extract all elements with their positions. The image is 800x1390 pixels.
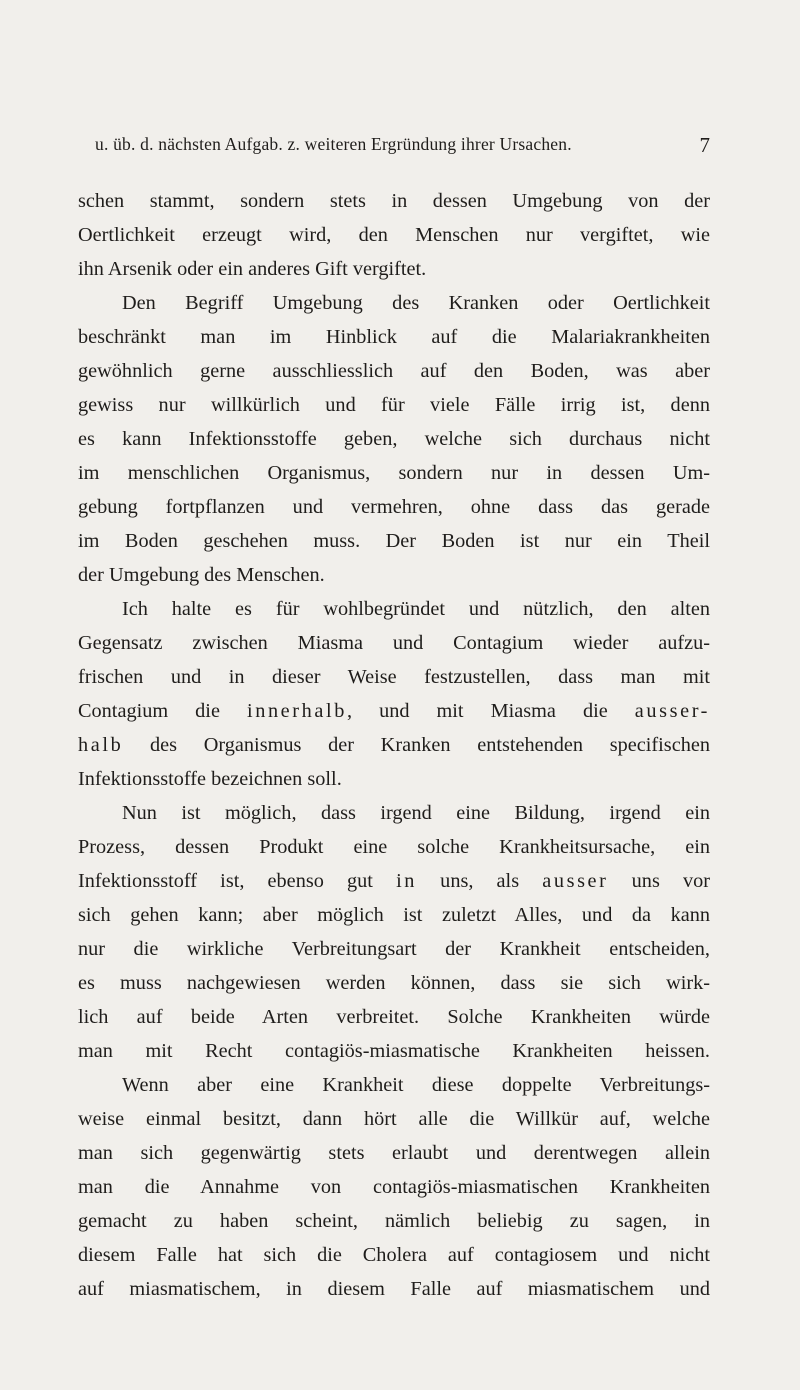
spaced-word: in xyxy=(396,870,418,892)
text-line: Gegensatz zwischen Miasma und Contagium wieder aufzu- xyxy=(78,632,710,654)
text-line: halb des Organismus der Kranken entstehenden specifischen xyxy=(78,734,710,756)
text-line: diesem Falle hat sich die Cholera auf contagiosem und nicht xyxy=(78,1244,710,1266)
text-line: Infektionsstoffe bezeichnen soll. xyxy=(78,768,342,790)
text-line: weise einmal besitzt, dann hört alle die Willkür auf, welche xyxy=(78,1108,710,1130)
text-line: auf miasmatischem, in diesem Falle auf miasmatischem und xyxy=(78,1278,710,1300)
text-line: es muss nachgewiesen werden können, dass sie sich wirk- xyxy=(78,972,710,994)
spaced-word: ausser xyxy=(542,870,609,892)
text-line: im menschlichen Organismus, sondern nur in dessen Um- xyxy=(78,462,710,484)
text-line: man mit Recht contagiös-miasmatische Krankheiten heissen. xyxy=(78,1040,710,1062)
text-line: gemacht zu haben scheint, nämlich beliebig zu sagen, in xyxy=(78,1210,710,1232)
page-number: 7 xyxy=(699,133,710,157)
text-line: es kann Infektionsstoffe geben, welche sich durchaus nicht xyxy=(78,428,710,450)
text-line: frischen und in dieser Weise festzustellen, dass man mit xyxy=(78,666,710,688)
text-line: Ich halte es für wohlbegründet und nützlich, den alten xyxy=(122,598,710,620)
spaced-word: halb xyxy=(78,734,124,756)
text-line: Wenn aber eine Krankheit diese doppelte Verbreitungs- xyxy=(122,1074,710,1096)
text-line: gewöhnlich gerne ausschliesslich auf den Boden, was aber xyxy=(78,360,710,382)
text-line: Prozess, dessen Produkt eine solche Krankheitsursache, ein xyxy=(78,836,710,858)
text-line: Oertlichkeit erzeugt wird, den Menschen nur vergiftet, wie xyxy=(78,224,710,246)
text-line: gewiss nur willkürlich und für viele Fälle irrig ist, denn xyxy=(78,394,710,416)
text-line: Contagium die innerhalb, und mit Miasma die ausser- xyxy=(78,700,710,722)
text-line: nur die wirkliche Verbreitungsart der Krankheit entscheiden, xyxy=(78,938,710,960)
text-line: Nun ist möglich, dass irgend eine Bildung, irgend ein xyxy=(122,802,710,824)
text-line: im Boden geschehen muss. Der Boden ist nur ein Theil xyxy=(78,530,710,552)
running-header xyxy=(95,134,710,166)
text-line: sich gehen kann; aber möglich ist zuletzt Alles, und da kann xyxy=(78,904,710,926)
text-line: gebung fortpflanzen und vermehren, ohne dass das gerade xyxy=(78,496,710,518)
text-line: beschränkt man im Hinblick auf die Malariakrankheiten xyxy=(78,326,710,348)
text-line: lich auf beide Arten verbreitet. Solche Krankheiten würde xyxy=(78,1006,710,1028)
running-title: u. üb. d. nächsten Aufgab. z. weiteren Ergründung ihrer Ursachen. xyxy=(95,134,572,154)
spaced-word: innerhalb xyxy=(246,700,347,722)
text-line: schen stammt, sondern stets in dessen Umgebung von der xyxy=(78,190,710,212)
spaced-word: ausser- xyxy=(634,700,710,722)
text-line: Den Begriff Umgebung des Kranken oder Oertlichkeit xyxy=(122,292,710,314)
text-line: man die Annahme von contagiös-miasmatischen Krankheiten xyxy=(78,1176,710,1198)
text-line: der Umgebung des Menschen. xyxy=(78,564,325,586)
text-line: Infektionsstoff ist, ebenso gut in uns, als ausser uns vor xyxy=(78,870,711,892)
text-line: ihn Arsenik oder ein anderes Gift vergiftet. xyxy=(78,258,427,280)
text-line: man sich gegenwärtig stets erlaubt und derentwegen allein xyxy=(78,1142,710,1164)
